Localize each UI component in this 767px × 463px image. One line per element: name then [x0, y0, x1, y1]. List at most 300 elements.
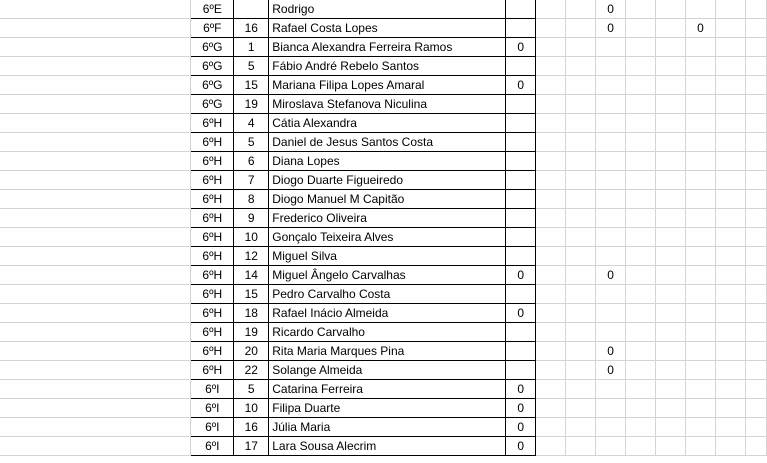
cell-turma[interactable]: 6ºI [191, 418, 234, 437]
cell-c7[interactable] [686, 399, 716, 418]
cell-num[interactable]: 9 [234, 209, 269, 228]
cell-c5[interactable] [626, 323, 656, 342]
cell-turma[interactable]: 6ºG [191, 76, 234, 95]
cell-num[interactable]: 15 [234, 285, 269, 304]
cell-c2[interactable] [536, 247, 566, 266]
cell-c6[interactable] [656, 190, 686, 209]
cell-c4[interactable] [596, 247, 626, 266]
cell-blank[interactable] [0, 76, 191, 95]
cell-c1[interactable] [506, 228, 536, 247]
cell-nome[interactable]: Lara Sousa Alecrim [269, 437, 506, 456]
cell-nome[interactable]: Rita Maria Marques Pina [269, 342, 506, 361]
cell-turma[interactable]: 6ºG [191, 57, 234, 76]
cell-c2[interactable] [536, 418, 566, 437]
cell-c5[interactable] [626, 437, 656, 456]
cell-num[interactable]: 5 [234, 133, 269, 152]
cell-blank[interactable] [745, 323, 766, 342]
cell-c3[interactable] [566, 361, 596, 380]
cell-c4[interactable] [596, 399, 626, 418]
cell-c2[interactable] [536, 0, 566, 19]
cell-c2[interactable] [536, 304, 566, 323]
cell-c8[interactable] [715, 171, 745, 190]
cell-c8[interactable] [715, 266, 745, 285]
cell-c3[interactable] [566, 399, 596, 418]
cell-nome[interactable]: Rodrigo [269, 0, 506, 19]
cell-c4[interactable] [596, 76, 626, 95]
cell-blank[interactable] [0, 304, 191, 323]
cell-c8[interactable] [715, 285, 745, 304]
cell-c2[interactable] [536, 152, 566, 171]
cell-c4[interactable] [596, 323, 626, 342]
cell-c2[interactable] [536, 399, 566, 418]
cell-num[interactable]: 7 [234, 171, 269, 190]
cell-nome[interactable]: Miguel Ângelo Carvalhas [269, 266, 506, 285]
cell-c7[interactable] [686, 342, 716, 361]
cell-num[interactable]: 17 [234, 437, 269, 456]
cell-c1[interactable] [506, 171, 536, 190]
cell-c8[interactable] [715, 399, 745, 418]
cell-num[interactable]: 18 [234, 304, 269, 323]
cell-num[interactable]: 12 [234, 247, 269, 266]
cell-c5[interactable] [626, 399, 656, 418]
cell-c1[interactable] [506, 95, 536, 114]
cell-turma[interactable]: 6ºF [191, 19, 234, 38]
cell-c6[interactable] [656, 323, 686, 342]
cell-turma[interactable]: 6ºI [191, 399, 234, 418]
cell-c2[interactable] [536, 57, 566, 76]
cell-blank[interactable] [0, 342, 191, 361]
cell-c7[interactable]: 0 [686, 19, 716, 38]
cell-c2[interactable] [536, 437, 566, 456]
cell-blank[interactable] [745, 95, 766, 114]
cell-c7[interactable] [686, 114, 716, 133]
cell-c2[interactable] [536, 171, 566, 190]
cell-num[interactable]: 8 [234, 190, 269, 209]
cell-c3[interactable] [566, 95, 596, 114]
cell-c7[interactable] [686, 133, 716, 152]
cell-c7[interactable] [686, 171, 716, 190]
cell-c5[interactable] [626, 19, 656, 38]
cell-c8[interactable] [715, 57, 745, 76]
cell-c6[interactable] [656, 399, 686, 418]
cell-num[interactable]: 1 [234, 38, 269, 57]
cell-c8[interactable] [715, 323, 745, 342]
cell-c8[interactable] [715, 114, 745, 133]
cell-c5[interactable] [626, 380, 656, 399]
cell-c6[interactable] [656, 342, 686, 361]
cell-c1[interactable] [506, 133, 536, 152]
cell-num[interactable]: 19 [234, 95, 269, 114]
cell-c7[interactable] [686, 228, 716, 247]
cell-c5[interactable] [626, 190, 656, 209]
cell-blank[interactable] [0, 437, 191, 456]
cell-blank[interactable] [0, 152, 191, 171]
cell-nome[interactable]: Rafael Inácio Almeida [269, 304, 506, 323]
cell-c3[interactable] [566, 304, 596, 323]
cell-c6[interactable] [656, 361, 686, 380]
cell-nome[interactable]: Fábio André Rebelo Santos [269, 57, 506, 76]
cell-c1[interactable] [506, 19, 536, 38]
cell-c4[interactable] [596, 285, 626, 304]
cell-turma[interactable]: 6ºI [191, 437, 234, 456]
cell-c2[interactable] [536, 38, 566, 57]
cell-c8[interactable] [715, 95, 745, 114]
cell-c7[interactable] [686, 285, 716, 304]
cell-c5[interactable] [626, 304, 656, 323]
cell-blank[interactable] [745, 152, 766, 171]
cell-num[interactable]: 6 [234, 152, 269, 171]
cell-nome[interactable]: Daniel de Jesus Santos Costa [269, 133, 506, 152]
cell-c4[interactable]: 0 [596, 19, 626, 38]
cell-c2[interactable] [536, 228, 566, 247]
cell-c7[interactable] [686, 418, 716, 437]
cell-c7[interactable] [686, 38, 716, 57]
cell-turma[interactable]: 6ºH [191, 190, 234, 209]
cell-c7[interactable] [686, 266, 716, 285]
cell-blank[interactable] [0, 361, 191, 380]
cell-c1[interactable] [506, 247, 536, 266]
cell-c7[interactable] [686, 304, 716, 323]
cell-blank[interactable] [0, 190, 191, 209]
cell-blank[interactable] [0, 380, 191, 399]
cell-nome[interactable]: Frederico Oliveira [269, 209, 506, 228]
cell-c3[interactable] [566, 38, 596, 57]
cell-blank[interactable] [0, 266, 191, 285]
cell-c2[interactable] [536, 95, 566, 114]
cell-turma[interactable]: 6ºH [191, 133, 234, 152]
cell-c7[interactable] [686, 380, 716, 399]
cell-nome[interactable]: Solange Almeida [269, 361, 506, 380]
cell-c2[interactable] [536, 76, 566, 95]
cell-nome[interactable]: Diogo Manuel M Capitão [269, 190, 506, 209]
cell-blank[interactable] [0, 114, 191, 133]
cell-c1[interactable]: 0 [506, 38, 536, 57]
cell-c5[interactable] [626, 95, 656, 114]
cell-blank[interactable] [745, 285, 766, 304]
cell-c4[interactable] [596, 38, 626, 57]
cell-blank[interactable] [745, 228, 766, 247]
cell-c2[interactable] [536, 114, 566, 133]
cell-c1[interactable] [506, 285, 536, 304]
cell-blank[interactable] [745, 209, 766, 228]
cell-c5[interactable] [626, 57, 656, 76]
cell-c3[interactable] [566, 209, 596, 228]
cell-nome[interactable]: Rafael Costa Lopes [269, 19, 506, 38]
cell-c4[interactable]: 0 [596, 342, 626, 361]
cell-c2[interactable] [536, 190, 566, 209]
cell-c5[interactable] [626, 247, 656, 266]
cell-c1[interactable] [506, 0, 536, 19]
cell-c8[interactable] [715, 228, 745, 247]
cell-num[interactable]: 4 [234, 114, 269, 133]
cell-c6[interactable] [656, 38, 686, 57]
cell-blank[interactable] [745, 171, 766, 190]
cell-c1[interactable] [506, 152, 536, 171]
cell-c5[interactable] [626, 114, 656, 133]
cell-num[interactable]: 5 [234, 380, 269, 399]
cell-num[interactable]: 22 [234, 361, 269, 380]
cell-c2[interactable] [536, 209, 566, 228]
cell-turma[interactable]: 6ºH [191, 228, 234, 247]
cell-c3[interactable] [566, 247, 596, 266]
cell-c1[interactable]: 0 [506, 380, 536, 399]
cell-c7[interactable] [686, 152, 716, 171]
cell-blank[interactable] [745, 76, 766, 95]
cell-c3[interactable] [566, 0, 596, 19]
cell-nome[interactable]: Miroslava Stefanova Niculina [269, 95, 506, 114]
cell-c7[interactable] [686, 0, 716, 19]
cell-c6[interactable] [656, 247, 686, 266]
cell-c7[interactable] [686, 95, 716, 114]
cell-c2[interactable] [536, 285, 566, 304]
cell-turma[interactable]: 6ºH [191, 323, 234, 342]
cell-blank[interactable] [0, 247, 191, 266]
cell-c7[interactable] [686, 190, 716, 209]
cell-c8[interactable] [715, 152, 745, 171]
cell-blank[interactable] [0, 38, 191, 57]
cell-c3[interactable] [566, 285, 596, 304]
cell-c3[interactable] [566, 342, 596, 361]
cell-blank[interactable] [745, 418, 766, 437]
cell-c5[interactable] [626, 418, 656, 437]
cell-c3[interactable] [566, 171, 596, 190]
cell-c5[interactable] [626, 0, 656, 19]
cell-turma[interactable]: 6ºH [191, 209, 234, 228]
cell-num[interactable]: 14 [234, 266, 269, 285]
cell-c2[interactable] [536, 133, 566, 152]
cell-blank[interactable] [0, 418, 191, 437]
cell-blank[interactable] [0, 171, 191, 190]
cell-blank[interactable] [745, 19, 766, 38]
cell-c8[interactable] [715, 76, 745, 95]
cell-c4[interactable]: 0 [596, 361, 626, 380]
cell-c3[interactable] [566, 380, 596, 399]
cell-c4[interactable] [596, 228, 626, 247]
cell-c1[interactable] [506, 361, 536, 380]
cell-c6[interactable] [656, 285, 686, 304]
cell-num[interactable]: 15 [234, 76, 269, 95]
cell-c1[interactable]: 0 [506, 266, 536, 285]
cell-blank[interactable] [0, 399, 191, 418]
cell-c4[interactable]: 0 [596, 266, 626, 285]
cell-blank[interactable] [0, 133, 191, 152]
cell-blank[interactable] [0, 0, 191, 19]
cell-turma[interactable]: 6ºH [191, 247, 234, 266]
cell-c3[interactable] [566, 190, 596, 209]
cell-c1[interactable] [506, 114, 536, 133]
cell-c1[interactable]: 0 [506, 437, 536, 456]
cell-c4[interactable] [596, 190, 626, 209]
cell-c6[interactable] [656, 95, 686, 114]
cell-blank[interactable] [745, 133, 766, 152]
cell-c5[interactable] [626, 76, 656, 95]
cell-c3[interactable] [566, 323, 596, 342]
cell-c6[interactable] [656, 0, 686, 19]
cell-c4[interactable] [596, 380, 626, 399]
cell-num[interactable]: 16 [234, 418, 269, 437]
cell-blank[interactable] [0, 95, 191, 114]
cell-turma[interactable]: 6ºG [191, 38, 234, 57]
cell-blank[interactable] [745, 114, 766, 133]
cell-c2[interactable] [536, 266, 566, 285]
cell-turma[interactable]: 6ºG [191, 95, 234, 114]
cell-c6[interactable] [656, 133, 686, 152]
cell-c8[interactable] [715, 380, 745, 399]
cell-c3[interactable] [566, 152, 596, 171]
cell-c1[interactable]: 0 [506, 418, 536, 437]
cell-blank[interactable] [0, 228, 191, 247]
cell-c5[interactable] [626, 38, 656, 57]
cell-c5[interactable] [626, 228, 656, 247]
cell-c2[interactable] [536, 323, 566, 342]
cell-c6[interactable] [656, 19, 686, 38]
cell-nome[interactable]: Júlia Maria [269, 418, 506, 437]
cell-c4[interactable] [596, 133, 626, 152]
cell-c8[interactable] [715, 209, 745, 228]
cell-c5[interactable] [626, 266, 656, 285]
cell-nome[interactable]: Diogo Duarte Figueiredo [269, 171, 506, 190]
cell-c6[interactable] [656, 266, 686, 285]
cell-c1[interactable] [506, 57, 536, 76]
cell-c6[interactable] [656, 76, 686, 95]
cell-c5[interactable] [626, 133, 656, 152]
cell-c1[interactable]: 0 [506, 399, 536, 418]
cell-c4[interactable]: 0 [596, 0, 626, 19]
cell-blank[interactable] [0, 19, 191, 38]
cell-c1[interactable] [506, 323, 536, 342]
cell-c7[interactable] [686, 76, 716, 95]
cell-nome[interactable]: Diana Lopes [269, 152, 506, 171]
cell-c6[interactable] [656, 57, 686, 76]
cell-blank[interactable] [745, 247, 766, 266]
cell-blank[interactable] [745, 304, 766, 323]
cell-c8[interactable] [715, 38, 745, 57]
cell-c5[interactable] [626, 209, 656, 228]
cell-c8[interactable] [715, 133, 745, 152]
cell-c2[interactable] [536, 19, 566, 38]
cell-c4[interactable] [596, 57, 626, 76]
cell-nome[interactable]: Filipa Duarte [269, 399, 506, 418]
cell-c4[interactable] [596, 171, 626, 190]
cell-blank[interactable] [745, 380, 766, 399]
cell-c7[interactable] [686, 361, 716, 380]
cell-c7[interactable] [686, 437, 716, 456]
cell-c1[interactable] [506, 342, 536, 361]
cell-c8[interactable] [715, 190, 745, 209]
cell-nome[interactable]: Cátia Alexandra [269, 114, 506, 133]
cell-nome[interactable]: Miguel Silva [269, 247, 506, 266]
cell-c6[interactable] [656, 418, 686, 437]
cell-c6[interactable] [656, 209, 686, 228]
cell-c8[interactable] [715, 361, 745, 380]
cell-c7[interactable] [686, 247, 716, 266]
cell-blank[interactable] [0, 209, 191, 228]
cell-c3[interactable] [566, 418, 596, 437]
cell-c7[interactable] [686, 209, 716, 228]
cell-c1[interactable] [506, 190, 536, 209]
cell-nome[interactable]: Gonçalo Teixeira Alves [269, 228, 506, 247]
cell-c3[interactable] [566, 114, 596, 133]
cell-blank[interactable] [745, 38, 766, 57]
cell-c6[interactable] [656, 114, 686, 133]
cell-c3[interactable] [566, 133, 596, 152]
cell-turma[interactable]: 6ºE [191, 0, 234, 19]
cell-c5[interactable] [626, 361, 656, 380]
cell-c4[interactable] [596, 152, 626, 171]
cell-num[interactable]: 10 [234, 399, 269, 418]
cell-c4[interactable] [596, 95, 626, 114]
cell-c6[interactable] [656, 171, 686, 190]
cell-c4[interactable] [596, 418, 626, 437]
cell-c8[interactable] [715, 304, 745, 323]
cell-c5[interactable] [626, 285, 656, 304]
cell-blank[interactable] [745, 342, 766, 361]
cell-turma[interactable]: 6ºI [191, 380, 234, 399]
cell-c5[interactable] [626, 171, 656, 190]
cell-c8[interactable] [715, 247, 745, 266]
cell-nome[interactable]: Pedro Carvalho Costa [269, 285, 506, 304]
cell-c6[interactable] [656, 228, 686, 247]
cell-c4[interactable] [596, 437, 626, 456]
cell-c2[interactable] [536, 342, 566, 361]
cell-c6[interactable] [656, 380, 686, 399]
cell-c7[interactable] [686, 57, 716, 76]
cell-c4[interactable] [596, 304, 626, 323]
cell-c5[interactable] [626, 152, 656, 171]
cell-c3[interactable] [566, 76, 596, 95]
cell-c3[interactable] [566, 437, 596, 456]
cell-blank[interactable] [745, 57, 766, 76]
cell-num[interactable]: 5 [234, 57, 269, 76]
cell-c8[interactable] [715, 0, 745, 19]
cell-c8[interactable] [715, 342, 745, 361]
cell-turma[interactable]: 6ºH [191, 266, 234, 285]
cell-blank[interactable] [0, 323, 191, 342]
cell-nome[interactable]: Catarina Ferreira [269, 380, 506, 399]
cell-blank[interactable] [745, 190, 766, 209]
cell-c7[interactable] [686, 323, 716, 342]
cell-c4[interactable] [596, 209, 626, 228]
cell-blank[interactable] [0, 285, 191, 304]
cell-c5[interactable] [626, 342, 656, 361]
cell-c6[interactable] [656, 152, 686, 171]
cell-c1[interactable] [506, 209, 536, 228]
cell-nome[interactable]: Ricardo Carvalho [269, 323, 506, 342]
cell-c1[interactable]: 0 [506, 76, 536, 95]
cell-c2[interactable] [536, 380, 566, 399]
cell-turma[interactable]: 6ºH [191, 285, 234, 304]
cell-blank[interactable] [745, 361, 766, 380]
cell-blank[interactable] [745, 399, 766, 418]
cell-c8[interactable] [715, 19, 745, 38]
cell-turma[interactable]: 6ºH [191, 152, 234, 171]
cell-c3[interactable] [566, 266, 596, 285]
cell-num[interactable]: 10 [234, 228, 269, 247]
cell-c3[interactable] [566, 19, 596, 38]
cell-c2[interactable] [536, 361, 566, 380]
cell-c3[interactable] [566, 57, 596, 76]
cell-num[interactable]: 19 [234, 323, 269, 342]
cell-turma[interactable]: 6ºH [191, 171, 234, 190]
cell-c4[interactable] [596, 114, 626, 133]
cell-nome[interactable]: Bianca Alexandra Ferreira Ramos [269, 38, 506, 57]
cell-num[interactable] [234, 0, 269, 19]
cell-c3[interactable] [566, 228, 596, 247]
cell-blank[interactable] [745, 437, 766, 456]
cell-blank[interactable] [0, 57, 191, 76]
cell-turma[interactable]: 6ºH [191, 304, 234, 323]
cell-nome[interactable]: Mariana Filipa Lopes Amaral [269, 76, 506, 95]
